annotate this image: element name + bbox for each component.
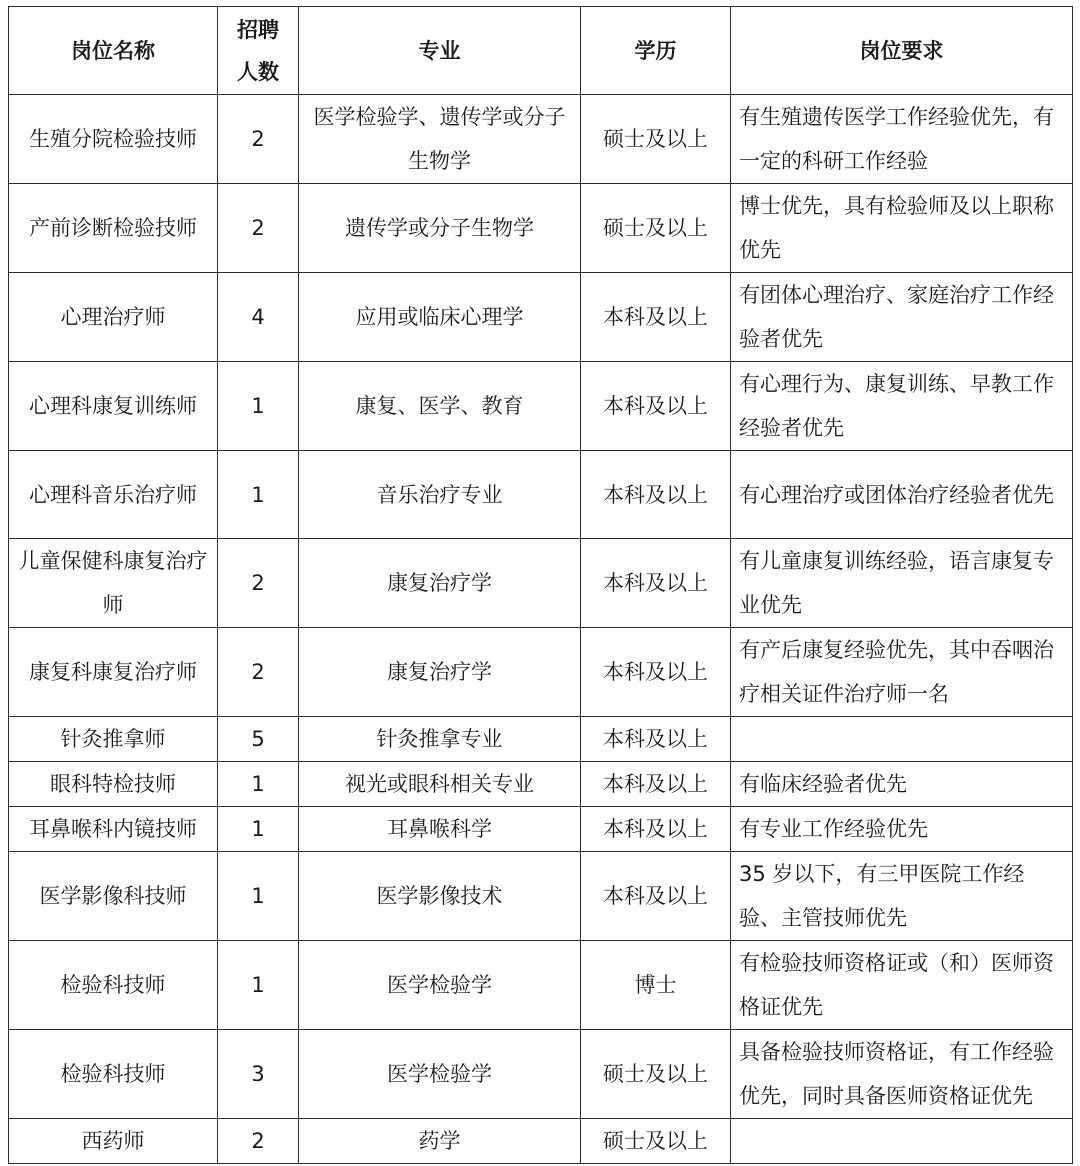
cell-education: 本科及以上 [581, 717, 731, 762]
recruitment-table [8, 6, 1073, 1164]
header-major: 专业 [299, 7, 581, 95]
cell-education: 硕士及以上 [581, 95, 731, 184]
cell-education: 本科及以上 [581, 807, 731, 852]
cell-position: 心理治疗师 [9, 273, 218, 362]
cell-position: 产前诊断检验技师 [9, 184, 218, 273]
cell-major: 耳鼻喉科学 [299, 807, 581, 852]
cell-education: 硕士及以上 [581, 1030, 731, 1119]
cell-requirement: 具备检验技师资格证，有工作经验优先，同时具备医师资格证优先 [731, 1030, 1073, 1119]
cell-education: 博士 [581, 941, 731, 1030]
table-row [9, 184, 1073, 273]
cell-count: 2 [218, 539, 299, 628]
header-count [218, 7, 299, 95]
header-count-line2: 人数 [237, 59, 279, 84]
cell-count: 1 [218, 852, 299, 941]
table-row [9, 1119, 1073, 1164]
cell-education: 本科及以上 [581, 628, 731, 717]
recruitment-table-container [8, 6, 1072, 1164]
cell-education: 本科及以上 [581, 362, 731, 451]
header-position: 岗位名称 [9, 7, 218, 95]
table-row [9, 362, 1073, 451]
table-row [9, 539, 1073, 628]
cell-requirement: 博士优先，具有检验师及以上职称优先 [731, 184, 1073, 273]
cell-major: 康复治疗学 [299, 539, 581, 628]
cell-position: 西药师 [9, 1119, 218, 1164]
cell-requirement: 有儿童康复训练经验，语言康复专业优先 [731, 539, 1073, 628]
table-header-row [9, 7, 1073, 95]
cell-major: 康复治疗学 [299, 628, 581, 717]
cell-major: 医学检验学 [299, 1030, 581, 1119]
cell-position: 检验科技师 [9, 941, 218, 1030]
cell-major: 药学 [299, 1119, 581, 1164]
table-row [9, 807, 1073, 852]
cell-education: 本科及以上 [581, 852, 731, 941]
table-row [9, 852, 1073, 941]
cell-count: 1 [218, 807, 299, 852]
cell-count: 5 [218, 717, 299, 762]
cell-position: 儿童保健科康复治疗师 [9, 539, 218, 628]
header-requirement: 岗位要求 [731, 7, 1073, 95]
cell-count: 3 [218, 1030, 299, 1119]
cell-major: 应用或临床心理学 [299, 273, 581, 362]
cell-major: 视光或眼科相关专业 [299, 762, 581, 807]
table-row [9, 451, 1073, 539]
cell-major: 针灸推拿专业 [299, 717, 581, 762]
cell-requirement [731, 717, 1073, 762]
cell-position: 心理科康复训练师 [9, 362, 218, 451]
cell-major: 音乐治疗专业 [299, 451, 581, 539]
cell-count: 1 [218, 941, 299, 1030]
table-row [9, 717, 1073, 762]
cell-position: 针灸推拿师 [9, 717, 218, 762]
table-row [9, 762, 1073, 807]
cell-count: 2 [218, 1119, 299, 1164]
cell-education: 硕士及以上 [581, 1119, 731, 1164]
table-row [9, 1030, 1073, 1119]
cell-requirement: 有心理治疗或团体治疗经验者优先 [731, 451, 1073, 539]
cell-requirement: 有专业工作经验优先 [731, 807, 1073, 852]
cell-count: 1 [218, 362, 299, 451]
cell-position: 医学影像科技师 [9, 852, 218, 941]
cell-requirement: 有团体心理治疗、家庭治疗工作经验者优先 [731, 273, 1073, 362]
cell-count: 1 [218, 762, 299, 807]
cell-major: 医学检验学、遗传学或分子生物学 [299, 95, 581, 184]
cell-major: 康复、医学、教育 [299, 362, 581, 451]
table-row [9, 273, 1073, 362]
cell-education: 本科及以上 [581, 762, 731, 807]
header-education: 学历 [581, 7, 731, 95]
header-count-line1: 招聘 [237, 17, 279, 42]
cell-position: 检验科技师 [9, 1030, 218, 1119]
table-row [9, 941, 1073, 1030]
cell-count: 2 [218, 628, 299, 717]
cell-count: 2 [218, 95, 299, 184]
cell-education: 本科及以上 [581, 451, 731, 539]
cell-position: 眼科特检技师 [9, 762, 218, 807]
cell-count: 2 [218, 184, 299, 273]
cell-major: 医学检验学 [299, 941, 581, 1030]
table-row [9, 628, 1073, 717]
cell-count: 4 [218, 273, 299, 362]
cell-requirement [731, 1119, 1073, 1164]
cell-requirement: 有生殖遗传医学工作经验优先，有一定的科研工作经验 [731, 95, 1073, 184]
cell-count: 1 [218, 451, 299, 539]
cell-major: 遗传学或分子生物学 [299, 184, 581, 273]
cell-requirement: 有临床经验者优先 [731, 762, 1073, 807]
cell-education: 硕士及以上 [581, 184, 731, 273]
cell-position: 生殖分院检验技师 [9, 95, 218, 184]
cell-education: 本科及以上 [581, 273, 731, 362]
cell-requirement: 有检验技师资格证或（和）医师资格证优先 [731, 941, 1073, 1030]
cell-requirement: 有产后康复经验优先，其中吞咽治疗相关证件治疗师一名 [731, 628, 1073, 717]
cell-position: 耳鼻喉科内镜技师 [9, 807, 218, 852]
cell-requirement: 35 岁以下，有三甲医院工作经验、主管技师优先 [731, 852, 1073, 941]
cell-education: 本科及以上 [581, 539, 731, 628]
cell-requirement: 有心理行为、康复训练、早教工作经验者优先 [731, 362, 1073, 451]
cell-major: 医学影像技术 [299, 852, 581, 941]
cell-position: 康复科康复治疗师 [9, 628, 218, 717]
cell-position: 心理科音乐治疗师 [9, 451, 218, 539]
table-row [9, 95, 1073, 184]
